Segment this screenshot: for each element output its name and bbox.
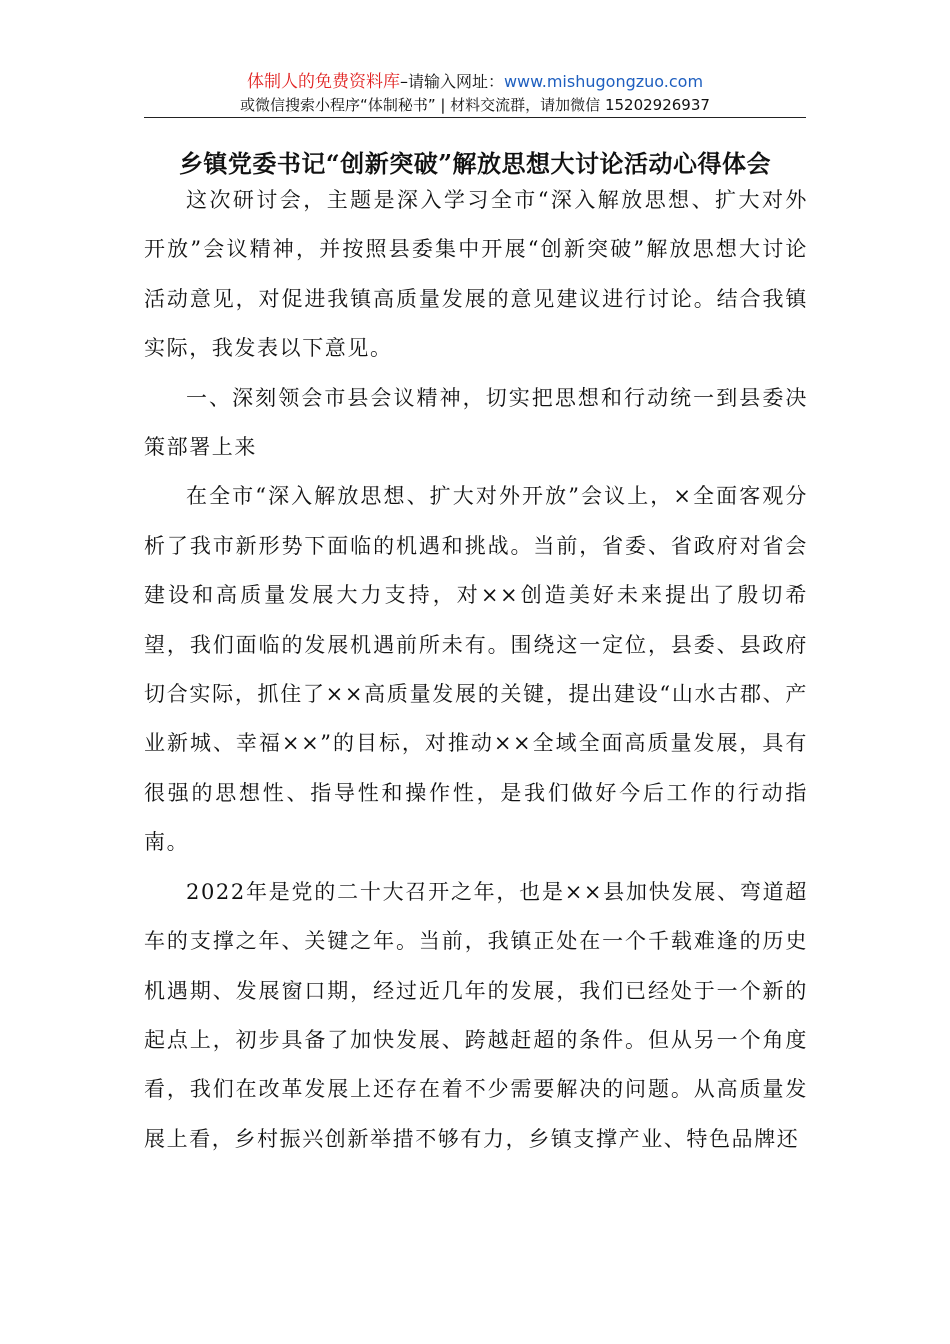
header-divider (144, 117, 806, 118)
site-brand: 体制人的免费资料库 (246, 72, 400, 92)
section-heading: 一、深刻领会市县会议精神，切实把思想和行动统一到县委决策部署上来 (144, 385, 808, 460)
url-prompt: –请输入网址： (399, 72, 504, 91)
document-title: 乡镇党委书记“创新突破”解放思想大讨论活动心得体会 (178, 149, 772, 178)
document-body (144, 176, 808, 1164)
paragraph: 这次研讨会，主题是深入学习全市“深入解放思想、扩大对外开放”会议精神，并按照县委集中开展“创新突破”解放思想大讨论活动意见，对促进我镇高质量发展的意见建议进行讨论。结合我镇实际，我发表以下意见。 (144, 188, 808, 361)
paragraph: 在全市“深入解放思想、扩大对外开放”会议上，×全面客观分析了我市新形势下面临的机遇和挑战。当前，省委、省政府对省会建设和高质量发展大力支持，对××创造美好未来提出了殷切希望，我们面临的发展机遇前所未有。围绕这一定位，县委、县政府切合实际，抓住了××高质量发展的关键，提出建设“山水古郡、产业新城、幸福××”的目标，对推动××全域全面高质量发展，具有很强的思想性、指导性和操作性，是我们做好今后工作的行动指南。 (144, 484, 808, 855)
header-line-1 (144, 70, 806, 94)
paragraph: 2022年是党的二十大召开之年，也是××县加快发展、弯道超车的支撑之年、关键之年。当前，我镇正处在一个千载难逢的历史机遇期、发展窗口期，经过近几年的发展，我们已经处于一个新的起点上，初步具备了加快发展、跨越赶超的条件。但从另一个角度看，我们在改革发展上还存在着不少需要解决的问题。从高质量发展上看，乡村振兴创新举措不够有力，乡镇支撑产业、特色品牌还 (144, 879, 808, 1151)
site-header (144, 70, 806, 116)
site-url-link[interactable]: www.mishugongzuo.com (503, 72, 704, 91)
header-line-2: 或微信搜索小程序“体制秘书” | 材料交流群，请加微信 15202926937 (240, 96, 710, 114)
